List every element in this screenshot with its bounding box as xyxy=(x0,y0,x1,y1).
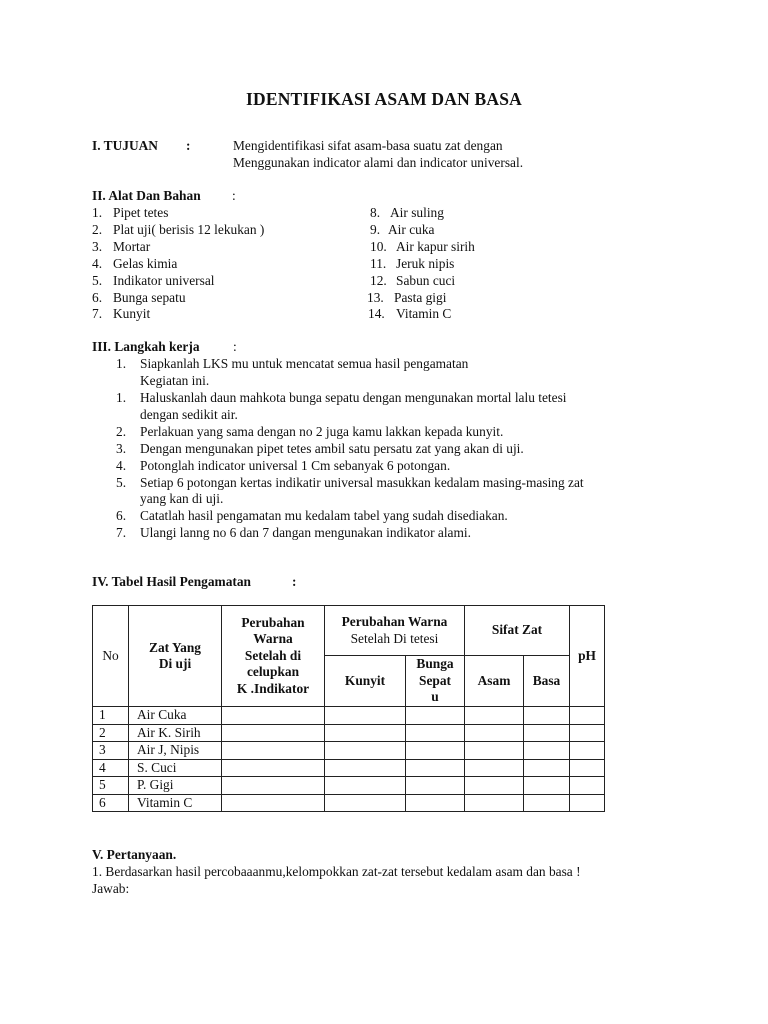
table-row xyxy=(93,707,605,725)
alat-item: Indikator universal xyxy=(113,273,215,288)
row-no: 5 xyxy=(93,777,129,795)
alat-item: Mortar xyxy=(113,239,151,254)
cell-ph[interactable] xyxy=(570,707,605,725)
table-row xyxy=(93,724,605,742)
alat-item: Pipet tetes xyxy=(113,205,169,220)
alat-item: Jeruk nipis xyxy=(396,256,455,271)
alat-colon: : xyxy=(232,188,236,203)
cell-asam[interactable] xyxy=(465,724,524,742)
cell-bunga[interactable] xyxy=(406,724,465,742)
page-title: IDENTIFIKASI ASAM DAN BASA xyxy=(245,89,522,109)
cell-kunyit[interactable] xyxy=(325,707,406,725)
cell-asam[interactable] xyxy=(465,759,524,777)
alat-item: Sabun cuci xyxy=(396,273,456,288)
header-zat: Zat Yang Di uji xyxy=(129,606,222,707)
question-1: 1. Berdasarkan hasil percobaaanmu,kelompokkan zat-zat tersebut kedalam asam dan basa ! xyxy=(92,864,581,879)
tujuan-line-2: Menggunakan indicator alami dan indicator universal. xyxy=(233,155,524,170)
table-row xyxy=(93,742,605,760)
alat-num: 4. xyxy=(92,256,103,271)
alat-num: 3. xyxy=(92,239,103,254)
step-text: dengan sedikit air. xyxy=(140,407,238,422)
header-asam: Asam xyxy=(465,656,524,707)
step-num: 3. xyxy=(116,441,127,456)
step-num: 2. xyxy=(116,424,127,439)
table-row xyxy=(93,777,605,795)
alat-num: 8. xyxy=(370,205,381,220)
pertanyaan-heading: V. Pertanyaan. xyxy=(92,847,177,862)
cell-ph[interactable] xyxy=(570,777,605,795)
cell-bunga[interactable] xyxy=(406,794,465,812)
cell-basa[interactable] xyxy=(524,742,570,760)
header-perubahan-tetesi: Perubahan Warna Setelah Di tetesi xyxy=(325,606,465,656)
row-no: 1 xyxy=(93,707,129,725)
cell-asam[interactable] xyxy=(465,794,524,812)
alat-num: 14. xyxy=(368,306,385,321)
row-zat: Air J, Nipis xyxy=(129,742,222,760)
cell-indikator[interactable] xyxy=(222,742,325,760)
langkah-heading: III. Langkah kerja xyxy=(92,339,200,354)
tujuan-label: I. TUJUAN xyxy=(92,138,158,153)
cell-ph[interactable] xyxy=(570,742,605,760)
alat-num: 13. xyxy=(367,290,384,305)
row-zat: S. Cuci xyxy=(129,759,222,777)
alat-item: Gelas kimia xyxy=(113,256,178,271)
row-no: 4 xyxy=(93,759,129,777)
cell-ph[interactable] xyxy=(570,724,605,742)
alat-num: 5. xyxy=(92,273,103,288)
table-row xyxy=(93,794,605,812)
tujuan-colon: : xyxy=(186,138,191,153)
cell-bunga[interactable] xyxy=(406,707,465,725)
row-zat: Air K. Sirih xyxy=(129,724,222,742)
cell-indikator[interactable] xyxy=(222,794,325,812)
cell-kunyit[interactable] xyxy=(325,777,406,795)
cell-ph[interactable] xyxy=(570,759,605,777)
step-num: 6. xyxy=(116,508,127,523)
header-basa: Basa xyxy=(524,656,570,707)
step-text: Potonglah indicator universal 1 Cm sebanyak 6 potongan. xyxy=(140,458,451,473)
cell-bunga[interactable] xyxy=(406,759,465,777)
cell-basa[interactable] xyxy=(524,707,570,725)
cell-kunyit[interactable] xyxy=(325,724,406,742)
cell-basa[interactable] xyxy=(524,794,570,812)
step-text: Catatlah hasil pengamatan mu kedalam tabel yang sudah disediakan. xyxy=(140,508,508,523)
alat-num: 7. xyxy=(92,306,103,321)
step-num: 7. xyxy=(116,525,127,540)
cell-basa[interactable] xyxy=(524,759,570,777)
alat-item: Plat uji( berisis 12 lekukan ) xyxy=(113,222,265,237)
cell-basa[interactable] xyxy=(524,724,570,742)
step-text: Haluskanlah daun mahkota bunga sepatu dengan mengunakan mortal lalu tetesi xyxy=(140,390,567,405)
cell-asam[interactable] xyxy=(465,742,524,760)
row-zat: Air Cuka xyxy=(129,707,222,725)
header-ph: pH xyxy=(570,606,605,707)
alat-num: 10. xyxy=(370,239,387,254)
row-zat: P. Gigi xyxy=(129,777,222,795)
row-no: 3 xyxy=(93,742,129,760)
step-text: Kegiatan ini. xyxy=(140,373,210,388)
observation-table xyxy=(92,605,605,812)
step-num: 5. xyxy=(116,475,127,490)
alat-item: Air suling xyxy=(390,205,444,220)
cell-indikator[interactable] xyxy=(222,777,325,795)
cell-kunyit[interactable] xyxy=(325,759,406,777)
step-text: Dengan mengunakan pipet tetes ambil satu persatu zat yang akan di uji. xyxy=(140,441,524,456)
cell-ph[interactable] xyxy=(570,794,605,812)
alat-item: Kunyit xyxy=(113,306,151,321)
alat-heading: II. Alat Dan Bahan xyxy=(92,188,201,203)
cell-indikator[interactable] xyxy=(222,724,325,742)
step-text: yang kan di uji. xyxy=(140,491,224,506)
tabel-colon: : xyxy=(292,574,297,589)
cell-bunga[interactable] xyxy=(406,777,465,795)
cell-asam[interactable] xyxy=(465,777,524,795)
row-no: 6 xyxy=(93,794,129,812)
header-bunga-sepatu: Bunga Sepat u xyxy=(406,656,465,707)
header-sifat-zat: Sifat Zat xyxy=(465,606,570,656)
header-perubahan-indikator: Perubahan Warna Setelah di celupkan K .Indikator xyxy=(222,606,325,707)
step-text: Perlakuan yang sama dengan no 2 juga kamu lakkan kepada kunyit. xyxy=(140,424,504,439)
langkah-colon: : xyxy=(233,339,237,354)
alat-num: 1. xyxy=(92,205,103,220)
header-no: No xyxy=(93,606,129,707)
answer-label: Jawab: xyxy=(92,881,130,896)
step-num: 1. xyxy=(116,356,127,371)
row-no: 2 xyxy=(93,724,129,742)
alat-item: Vitamin C xyxy=(396,306,452,321)
alat-item: Air kapur sirih xyxy=(396,239,475,254)
alat-num: 2. xyxy=(92,222,103,237)
step-text: Ulangi lanng no 6 dan 7 dangan mengunakan indikator alami. xyxy=(140,525,471,540)
alat-item: Pasta gigi xyxy=(394,290,447,305)
tujuan-line-1: Mengidentifikasi sifat asam-basa suatu zat dengan xyxy=(233,138,503,153)
row-zat: Vitamin C xyxy=(129,794,222,812)
alat-num: 6. xyxy=(92,290,103,305)
alat-num: 11. xyxy=(370,256,387,271)
step-text: Setiap 6 potongan kertas indikatir universal masukkan kedalam masing-masing zat xyxy=(140,475,584,490)
alat-item: Bunga sepatu xyxy=(113,290,186,305)
tabel-heading: IV. Tabel Hasil Pengamatan xyxy=(92,574,251,589)
step-num: 1. xyxy=(116,390,127,405)
alat-item: Air cuka xyxy=(388,222,435,237)
cell-kunyit[interactable] xyxy=(325,794,406,812)
table-row xyxy=(93,759,605,777)
step-text: Siapkanlah LKS mu untuk mencatat semua hasil pengamatan xyxy=(140,356,469,371)
alat-num: 12. xyxy=(370,273,387,288)
cell-basa[interactable] xyxy=(524,777,570,795)
cell-indikator[interactable] xyxy=(222,759,325,777)
cell-asam[interactable] xyxy=(465,707,524,725)
alat-num: 9. xyxy=(370,222,381,237)
step-num: 4. xyxy=(116,458,127,473)
cell-bunga[interactable] xyxy=(406,742,465,760)
cell-indikator[interactable] xyxy=(222,707,325,725)
cell-kunyit[interactable] xyxy=(325,742,406,760)
header-kunyit: Kunyit xyxy=(325,656,406,707)
